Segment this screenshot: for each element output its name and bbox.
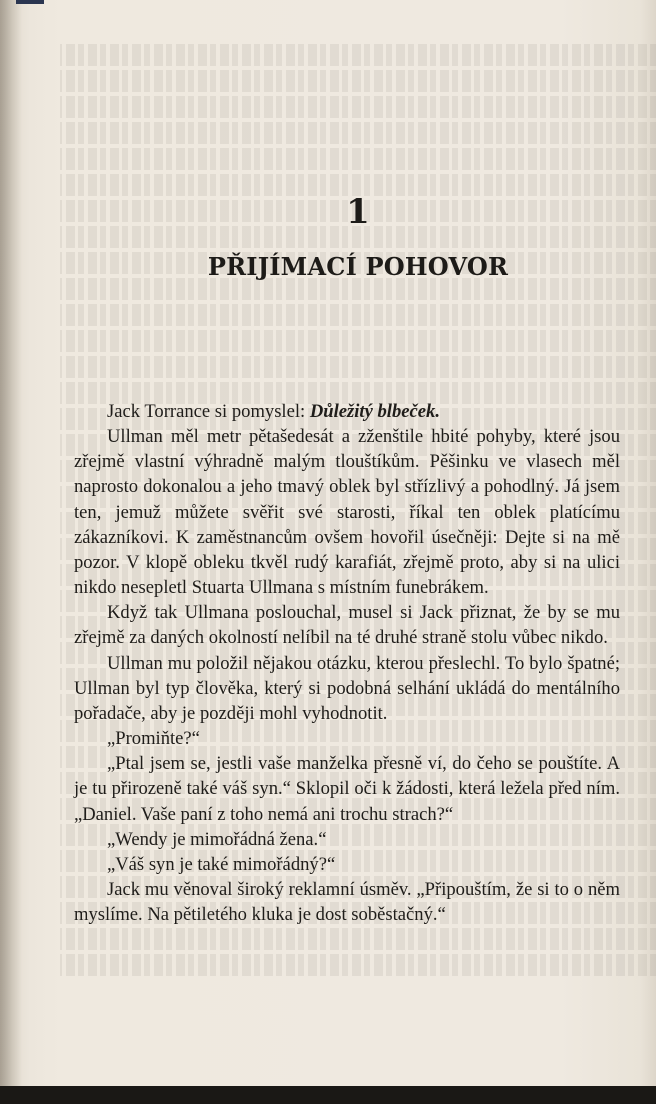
- page-bottom-edge: [0, 1086, 656, 1104]
- dialogue-line: „Promiňte?“: [107, 728, 200, 750]
- paragraph: Když tak Ullmana poslouchal, musel si Jack přiznat, že by se mu zřejmě za daných okolností nelíbil na té druhé straně stolu vůbec nikdo.: [74, 602, 620, 649]
- corner-mark: [16, 0, 44, 4]
- paragraph: Ullman měl metr pětašedesát a zženštile hbité pohyby, které jsou zřejmě vlastní výhradně malým tlouštíkům. Pěšinku ve vlasech měl naprosto dokonalou a jeho tmavý oblek byl střízlivý a pohodlný. Já jsem ten, jemuž můžete svěřit své starosti, říkal ten oblek platícímu zákazníkovi. K zaměstnancům ovšem hovořil úsečněji: Dejte si na mě pozor. V klopě obleku tkvěl rudý karafiát, zřejmě proto, aby si na ulici nikdo nesepletl Stuarta Ullmana s místním funebrákem.: [74, 426, 620, 599]
- emphasized-thought: Důležitý blbeček.: [309, 401, 440, 422]
- paragraph: Ullman mu položil nějakou otázku, kterou přeslechl. To bylo špatné; Ullman byl typ člověka, který si podobná selhání ukládá do mentálního pořadače, aby je později mohl vyhodnotit.: [74, 652, 620, 724]
- gutter-shadow: [0, 0, 22, 1086]
- body-text: [74, 399, 620, 927]
- chapter-title: PŘIJÍMACÍ POHOVOR: [207, 252, 509, 281]
- paragraph-lead: Jack Torrance si pomyslel:: [107, 401, 310, 422]
- dialogue-line: „Wendy je mimořádná žena.“: [107, 828, 327, 850]
- paragraph: [74, 399, 620, 424]
- chapter-number: 1: [346, 192, 370, 232]
- paragraph: „Ptal jsem se, jestli vaše manželka přesně ví, do čeho se pouštíte. A je tu přirozeně také váš syn.“ Sklopil oči k žádosti, která ležela před ním. „Daniel. Vaše paní z toho nemá ani trochu strach?“: [74, 753, 620, 825]
- paragraph: Jack mu věnoval široký reklamní úsměv. „Připouštím, že si to o něm myslíme. Na pětiletého kluka je dost soběstačný.“: [74, 878, 620, 926]
- dialogue-line: „Váš syn je také mimořádný?“: [107, 853, 336, 875]
